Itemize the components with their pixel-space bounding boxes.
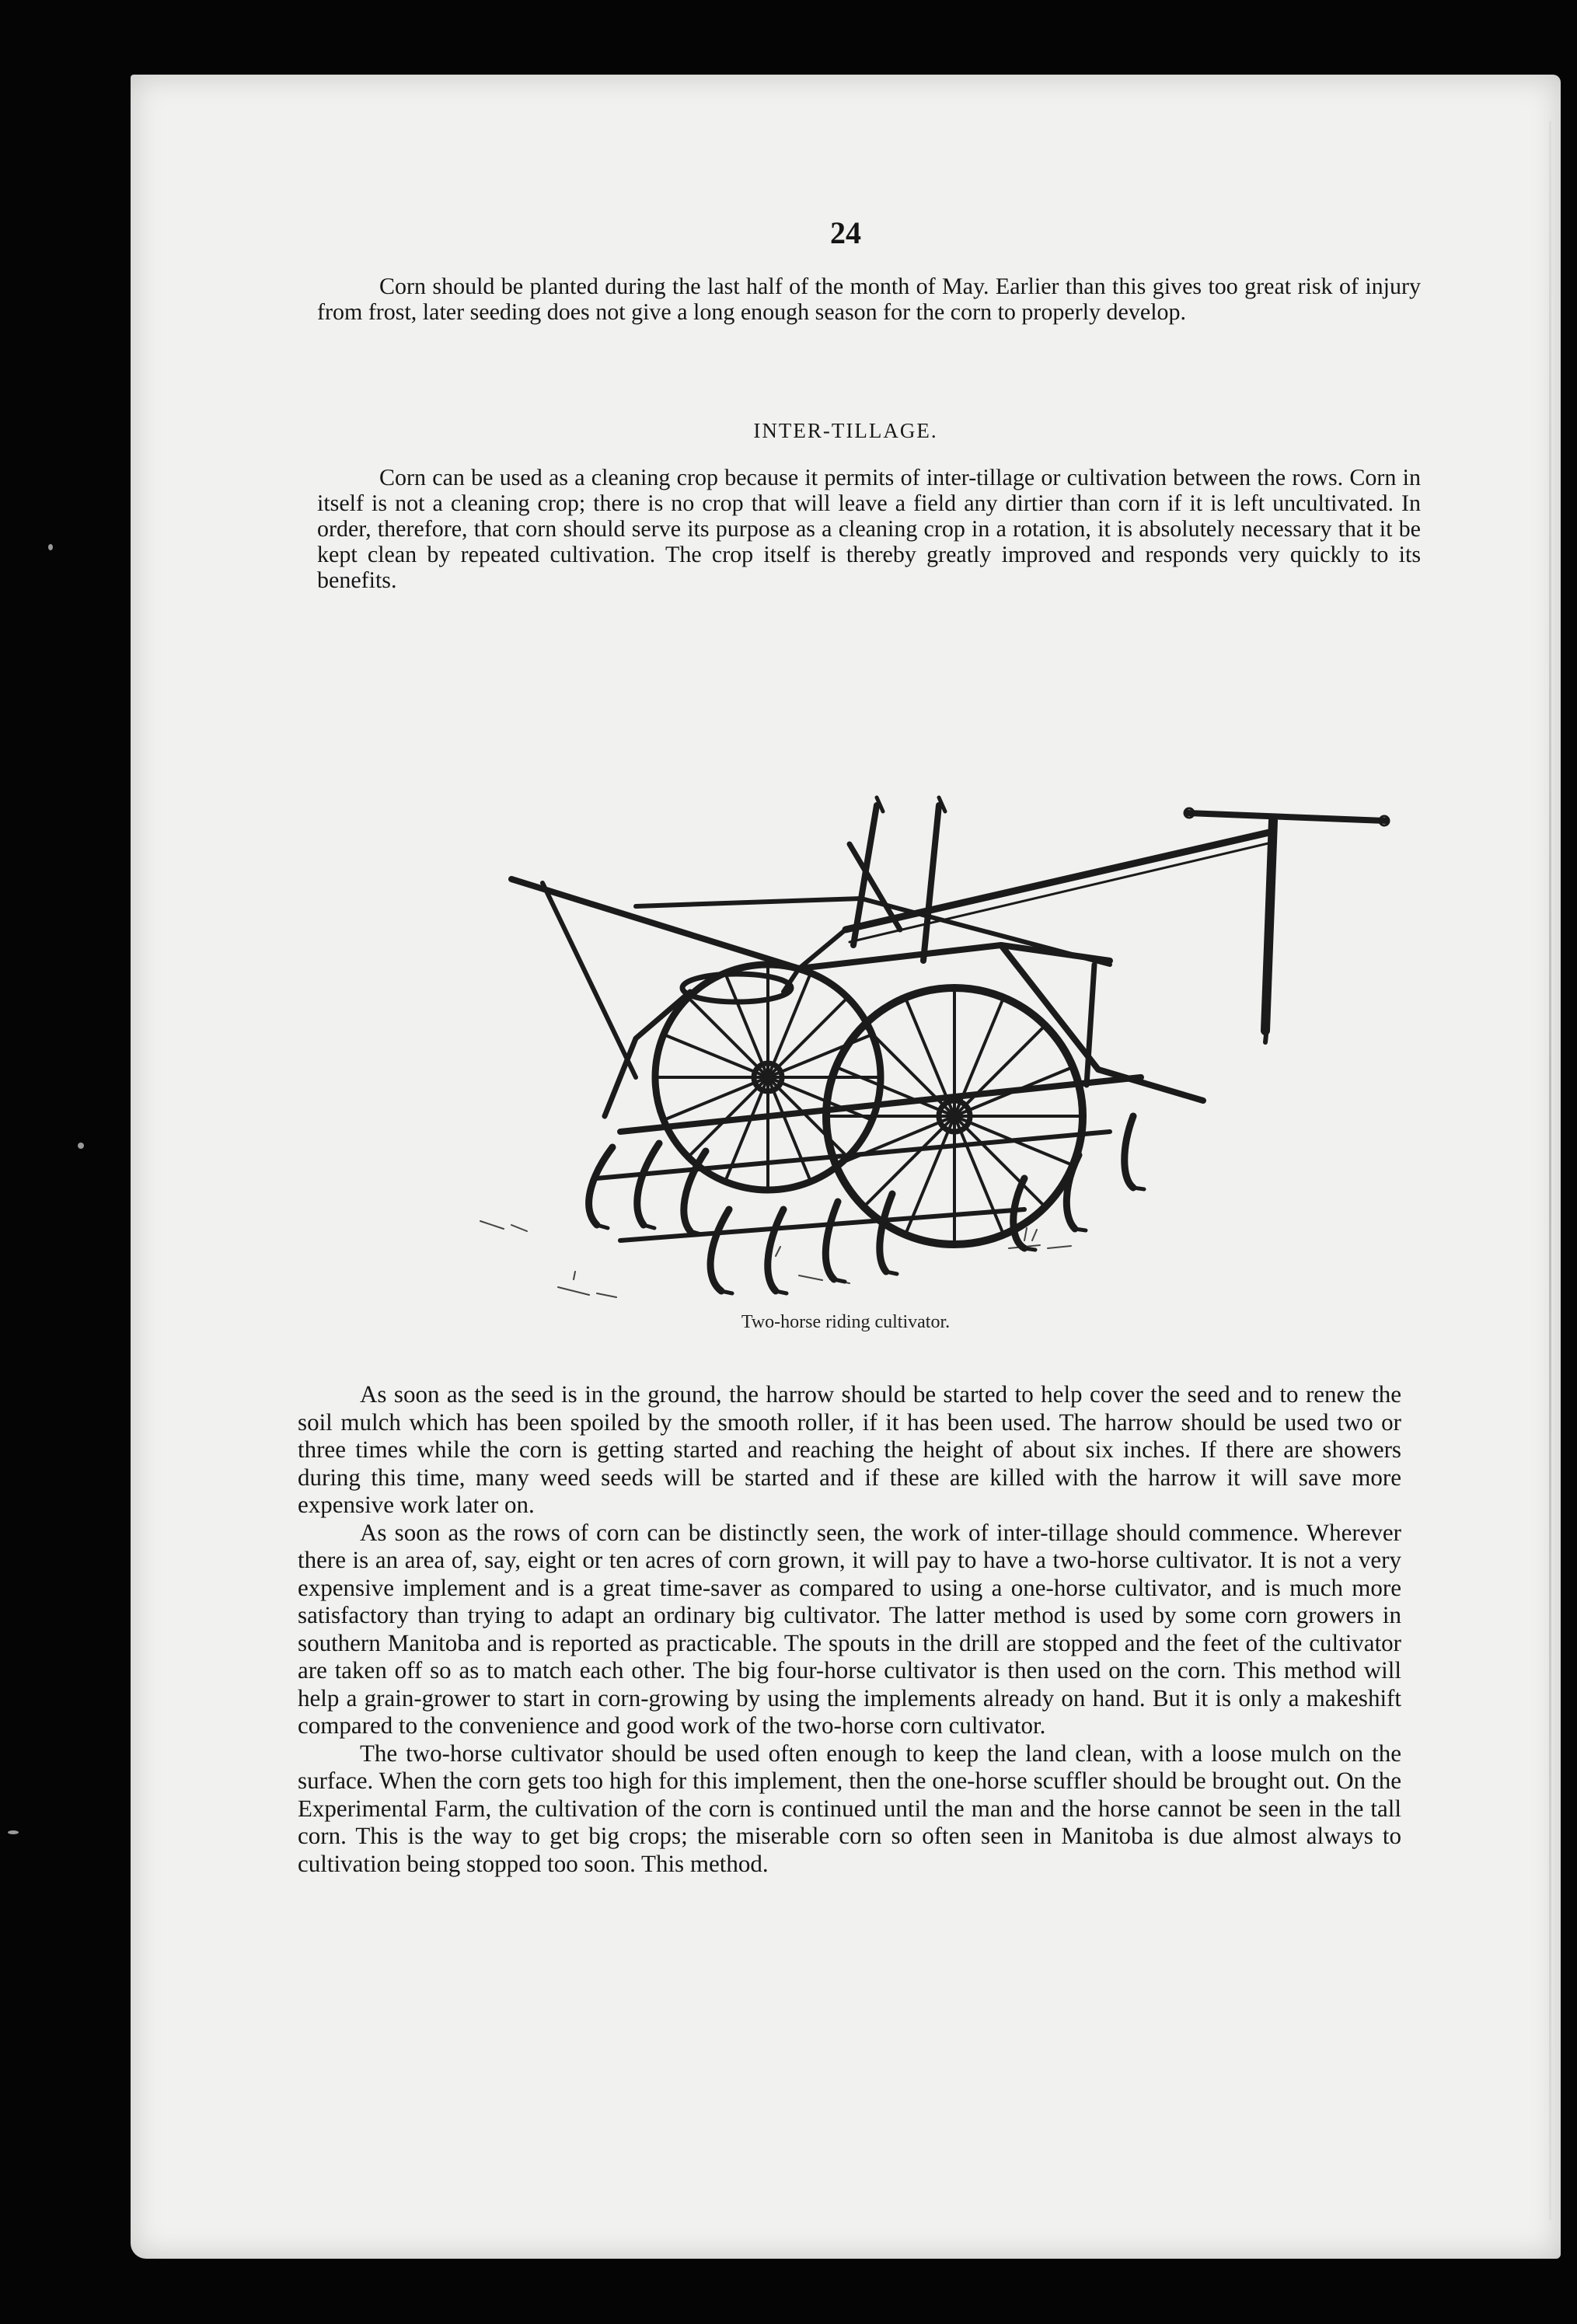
page-number: 24 [830,215,861,250]
inter-tillage-paragraph [317,465,1421,593]
scanned-page [131,75,1561,2259]
figure-caption: Two-horse riding cultivator. [741,1312,951,1332]
inter-tillage-text: Corn can be used as a cleaning crop because it permits of inter-tillage or cultivation between the rows. Corn in itself is not a cleaning crop; there is no crop that will leave a field any dirtier than corn if it is left uncultivated. In order, therefore, that corn should serve its purpose as a cleaning crop in a rotation, it is absolutely necessary that it be kept clean by repeated cultivation. The crop itself is thereby greatly improved and responds very quickly to its benefits. [317,465,1421,593]
intro-text: Corn should be planted during the last half of the month of May. Earlier than this gives too great risk of injury from frost, later seeding does not give a long enough season for the corn to properly develop. [317,274,1421,325]
inter-tillage-rows-paragraph: As soon as the rows of corn can be distinctly seen, the work of inter-tillage should commence. Wherever there is an area of, say, eight or ten acres of corn grown, it will pay to have a two-horse cultivator. It is not a very expensive implement and is a great time-saver as compared to using a one-horse cultivator, and is much more satisfactory than trying to adapt an ordinary big cultivator. The latter method is used by some corn growers in southern Manitoba and is reported as practicable. The spouts in the drill are stopped and the feet of the cultivator are taken off so as to match each other. The big four-horse cultivator is then used on the corn. This method will help a grain-grower to start in corn-growing by using the implements already on hand. But it is only a makeshift compared to the convenience and good work of the two-horse corn cultivator. [298,1518,1401,1739]
section-heading: INTER-TILLAGE. [753,419,938,442]
cultivator-illustration [364,712,1467,1303]
scan-speck [78,1143,84,1149]
harrow-paragraph: As soon as the seed is in the ground, the harrow should be started to help cover the seed and to renew the soil mulch which has been spoiled by the smooth roller, if it has been used. The harrow should be used two or three times while the corn is getting started and reaching the height of about six inches. If there are showers during this time, many weed seeds will be started and if these are killed with the harrow it will save more expensive work later on. [298,1380,1401,1518]
two-horse-cultivator-paragraph: The two-horse cultivator should be used often enough to keep the land clean, with a loose mulch on the surface. When the corn gets too high for this implement, then the one-horse scuffler should be brought out. On the Experimental Farm, the cultivation of the corn is continued until the man and the horse cannot be seen in the tall corn. This is the way to get big crops; the miserable corn so often seen in Manitoba is due almost always to cultivation being stopped too soon. This method. [298,1739,1401,1877]
body-text [298,1380,1401,1877]
scan-speck [8,1830,19,1834]
intro-paragraph [317,274,1421,325]
scan-speck [48,544,53,550]
